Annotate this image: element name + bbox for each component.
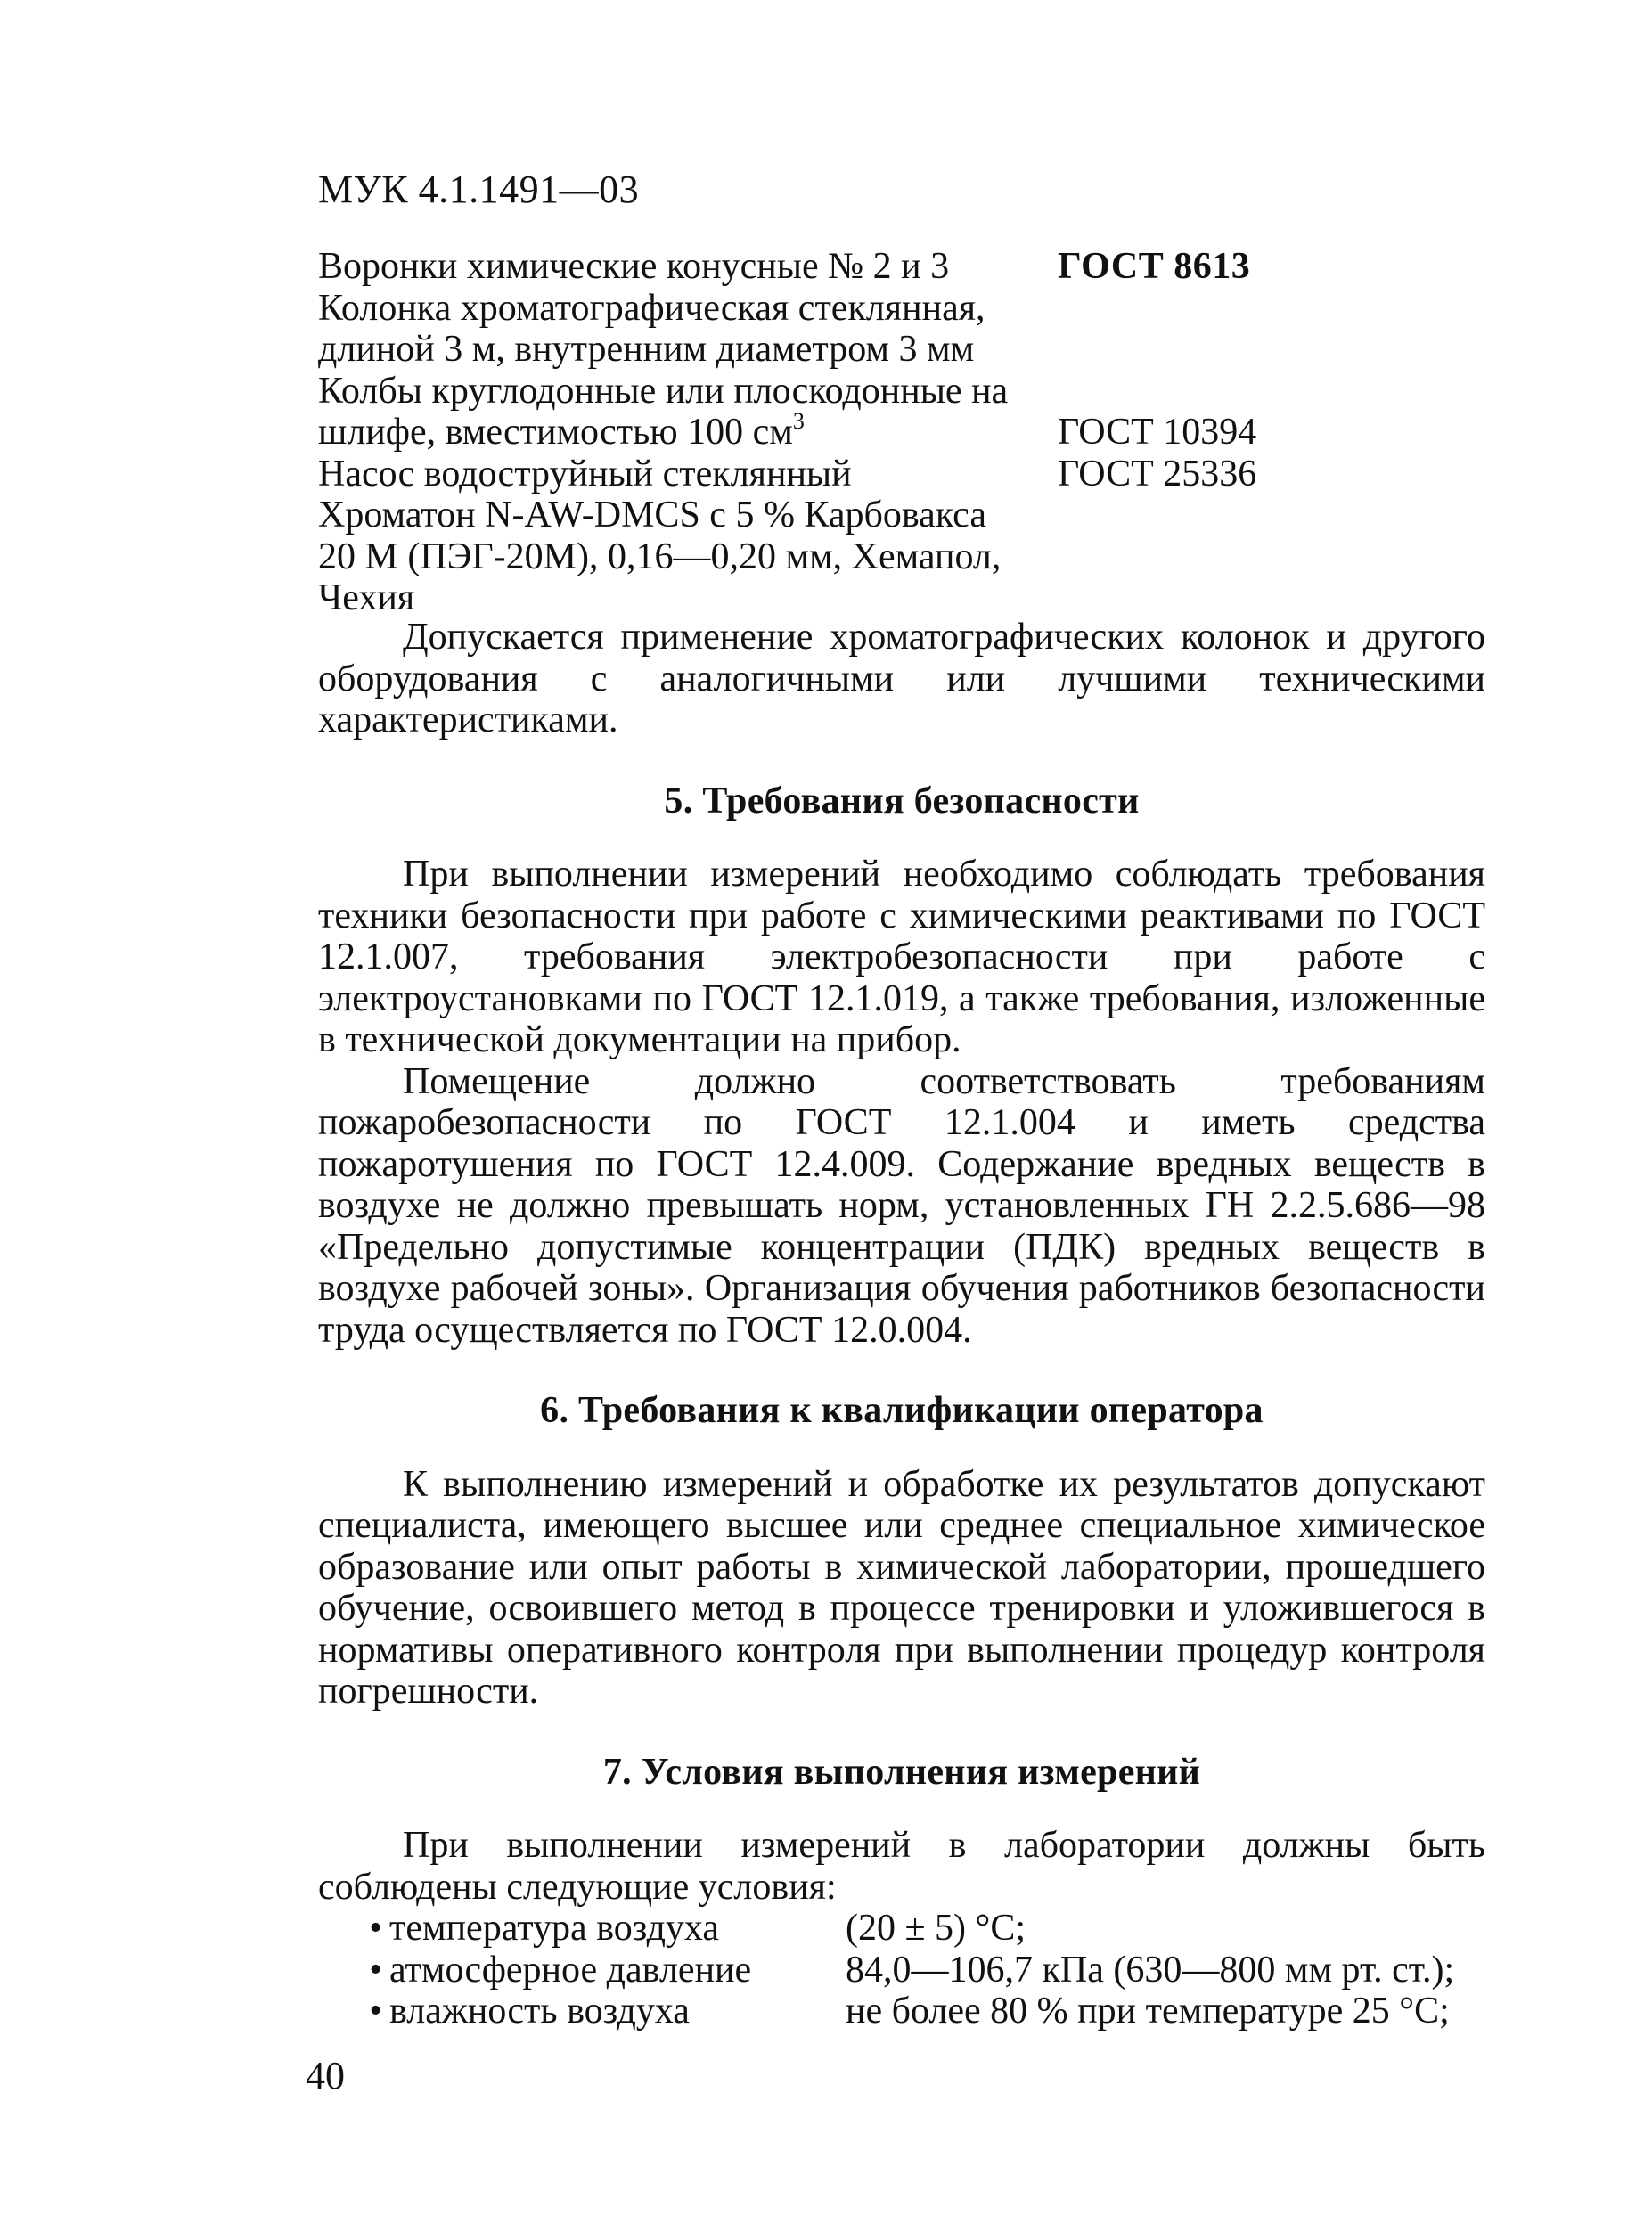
bullet-icon: • — [369, 1908, 382, 1949]
section-7-title: 7. Условия выполнения измерений — [602, 1751, 1201, 1793]
equipment-list — [318, 246, 1485, 619]
condition-label: температура воздуха — [389, 1908, 720, 1949]
page-number: 40 — [306, 2054, 345, 2097]
equipment-row — [318, 536, 1485, 578]
document-body — [318, 617, 1485, 2032]
section-6-title: 6. Требования к квалификации оператора — [540, 1390, 1264, 1431]
equipment-row — [318, 288, 1485, 330]
equipment-name: 20 М (ПЭГ-20М), 0,16—0,20 мм, Хемапол, — [318, 536, 1002, 577]
condition-label: влажность воздуха — [389, 1991, 690, 2032]
equipment-row — [318, 408, 1485, 454]
condition-row — [318, 1950, 1485, 1991]
equipment-row — [318, 329, 1485, 371]
section-7-intro: При выполнении измерений в лаборатории должны быть соблюдены следующие условия: — [318, 1825, 1485, 1908]
condition-row — [318, 1908, 1485, 1950]
equipment-name: Колонка хроматографическая стеклянная, — [318, 287, 985, 329]
section-6-paragraph-1: К выполнению измерений и обработке их результатов допускают специалиста, имеющего высшее или среднее специальное химическое образование или опыт работы в химической лаборатории, прошедшего обучение, освоившего метод в процессе тренировки и уложившегося в нормативы оперативного контроля при выполнении процедур контроля погрешности. — [318, 1463, 1485, 1712]
section-5-title: 5. Требования безопасности — [664, 780, 1140, 822]
condition-value: 84,0—106,7 кПа (630—800 мм рт. ст.); — [846, 1949, 1455, 1991]
condition-value: не более 80 % при температуре 25 °С; — [846, 1991, 1450, 2032]
bullet-icon: • — [369, 1991, 382, 2032]
equipment-note-paragraph: Допускается применение хроматографических колонок и другого оборудования с аналогичными или лучшими техническими характеристиками. — [318, 617, 1485, 740]
equipment-row — [318, 577, 1485, 619]
equipment-name: шлифе, вместимостью 100 см — [318, 412, 793, 453]
equipment-name: Хроматон N-AW-DMCS с 5 % Карбовакса — [318, 495, 986, 536]
section-5-paragraph-1: При выполнении измерений необходимо соблюдать требования техники безопасности при работе с химическими реактивами по ГОСТ 12.1.007, требования электробезопасности при работе с электроустановками по ГОСТ 12.1.019, а также требования, изложенные в технической документации на прибор. — [318, 854, 1485, 1060]
equipment-name: Чехия — [318, 577, 415, 618]
condition-row — [318, 1991, 1485, 2032]
equipment-row — [318, 371, 1485, 413]
condition-value: (20 ± 5) °С; — [846, 1908, 1026, 1949]
equipment-name: Насос водоструйный стеклянный — [318, 453, 852, 495]
equipment-row — [318, 495, 1485, 536]
equipment-gost: ГОСТ 25336 — [1058, 453, 1257, 495]
equipment-gost: ГОСТ 8613 — [1058, 246, 1251, 287]
equipment-name: Воронки химические конусные № 2 и 3 — [318, 246, 950, 287]
document-code-header: МУК 4.1.1491—03 — [318, 168, 640, 211]
bullet-icon: • — [369, 1949, 382, 1991]
equipment-name-with-unit — [318, 408, 1058, 454]
equipment-row — [318, 454, 1485, 495]
section-5-paragraph-2: Помещение должно соответствовать требованиям пожаробезопасности по ГОСТ 12.1.004 и иметь средства пожаротушения по ГОСТ 12.4.009. Содержание вредных веществ в воздухе не должно превышать норм, установленных ГН 2.2.5.686—98 «Предельно допустимые концентрации (ПДК) вредных веществ в воздухе рабочей зоны». Организация обучения работников безопасности труда осуществляется по ГОСТ 12.0.004. — [318, 1060, 1485, 1351]
equipment-row — [318, 246, 1485, 288]
condition-label: атмосферное давление — [389, 1949, 752, 1991]
equipment-name: длиной 3 м, внутренним диаметром 3 мм — [318, 329, 975, 370]
equipment-name: Колбы круглодонные или плоскодонные на — [318, 370, 1009, 412]
superscript-3: 3 — [792, 408, 805, 434]
equipment-gost: ГОСТ 10394 — [1058, 412, 1257, 453]
